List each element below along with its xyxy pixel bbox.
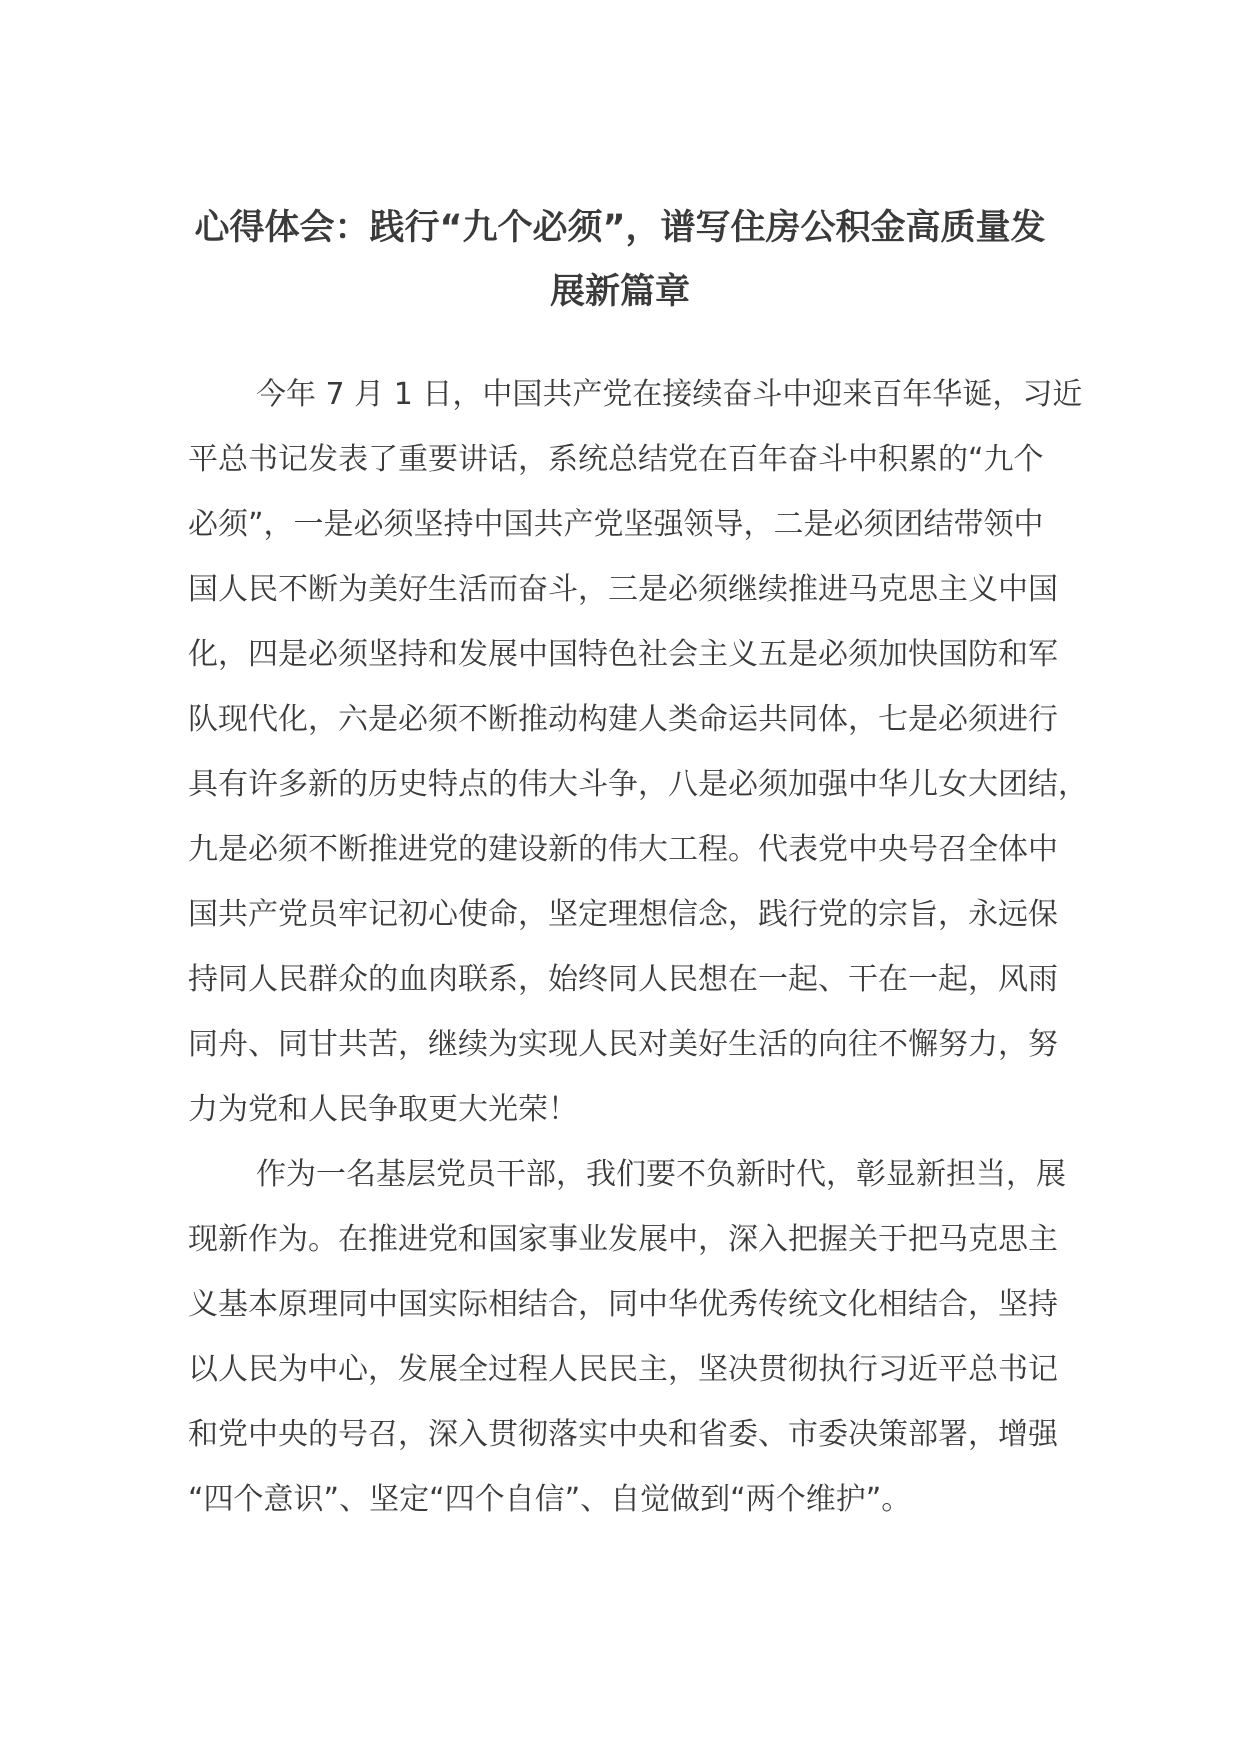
paragraph-2 bbox=[188, 1142, 1068, 1532]
document-body bbox=[188, 362, 1088, 1532]
paragraph-line: 和党中央的号召，深入贯彻落实中央和省委、市委决策部署，增强 bbox=[188, 1417, 1058, 1452]
paragraph-line: 队现代化，六是必须不断推动构建人类命运共同体，七是必须进行 bbox=[188, 702, 1058, 737]
paragraph-line: 现新作为。在推进党和国家事业发展中，深入把握关于把马克思主 bbox=[188, 1222, 1058, 1257]
paragraph-line: 平总书记发表了重要讲话，系统总结党在百年奋斗中积累的“九个 bbox=[188, 442, 1044, 477]
title-line: 心得体会：践行“九个必须”，谱写住房公积金高质量发 bbox=[194, 208, 1046, 248]
paragraph-line: 九是必须不断推进党的建设新的伟大工程。代表党中央号召全体中 bbox=[188, 832, 1058, 867]
paragraph-line: 国共产党员牢记初心使命，坚定理想信念，践行党的宗旨，永远保 bbox=[188, 897, 1058, 932]
paragraph-line: 同舟、同甘共苦，继续为实现人民对美好生活的向往不懈努力，努 bbox=[188, 1027, 1058, 1062]
document-title bbox=[180, 196, 1060, 324]
paragraph-line: 今年 7 月 1 日，中国共产党在接续奋斗中迎来百年华诞，习近 bbox=[256, 377, 1083, 412]
paragraph-line: 作为一名基层党员干部，我们要不负新时代，彰显新担当，展 bbox=[256, 1157, 1066, 1192]
paragraph-line: 具有许多新的历史特点的伟大斗争，八是必须加强中华儿女大团结， bbox=[188, 767, 1088, 802]
paragraph-1 bbox=[188, 362, 1088, 1142]
paragraph-line: 持同人民群众的血肉联系，始终同人民想在一起、干在一起，风雨 bbox=[188, 962, 1058, 997]
paragraph-line: 化，四是必须坚持和发展中国特色社会主义五是必须加快国防和军 bbox=[188, 637, 1058, 672]
paragraph-line: 国人民不断为美好生活而奋斗，三是必须继续推进马克思主义中国 bbox=[188, 572, 1058, 607]
title-line: 展新篇章 bbox=[549, 272, 690, 312]
paragraph-line: 以人民为中心，发展全过程人民民主，坚决贯彻执行习近平总书记 bbox=[188, 1352, 1058, 1387]
paragraph-line: 力为党和人民争取更大光荣！ bbox=[188, 1092, 578, 1127]
paragraph-line: “四个意识”、坚定“四个自信”、自觉做到“两个维护”。 bbox=[188, 1482, 912, 1517]
paragraph-line: 义基本原理同中国实际相结合，同中华优秀传统文化相结合，坚持 bbox=[188, 1287, 1058, 1322]
paragraph-line: 必须”，一是必须坚持中国共产党坚强领导，二是必须团结带领中 bbox=[188, 507, 1044, 542]
